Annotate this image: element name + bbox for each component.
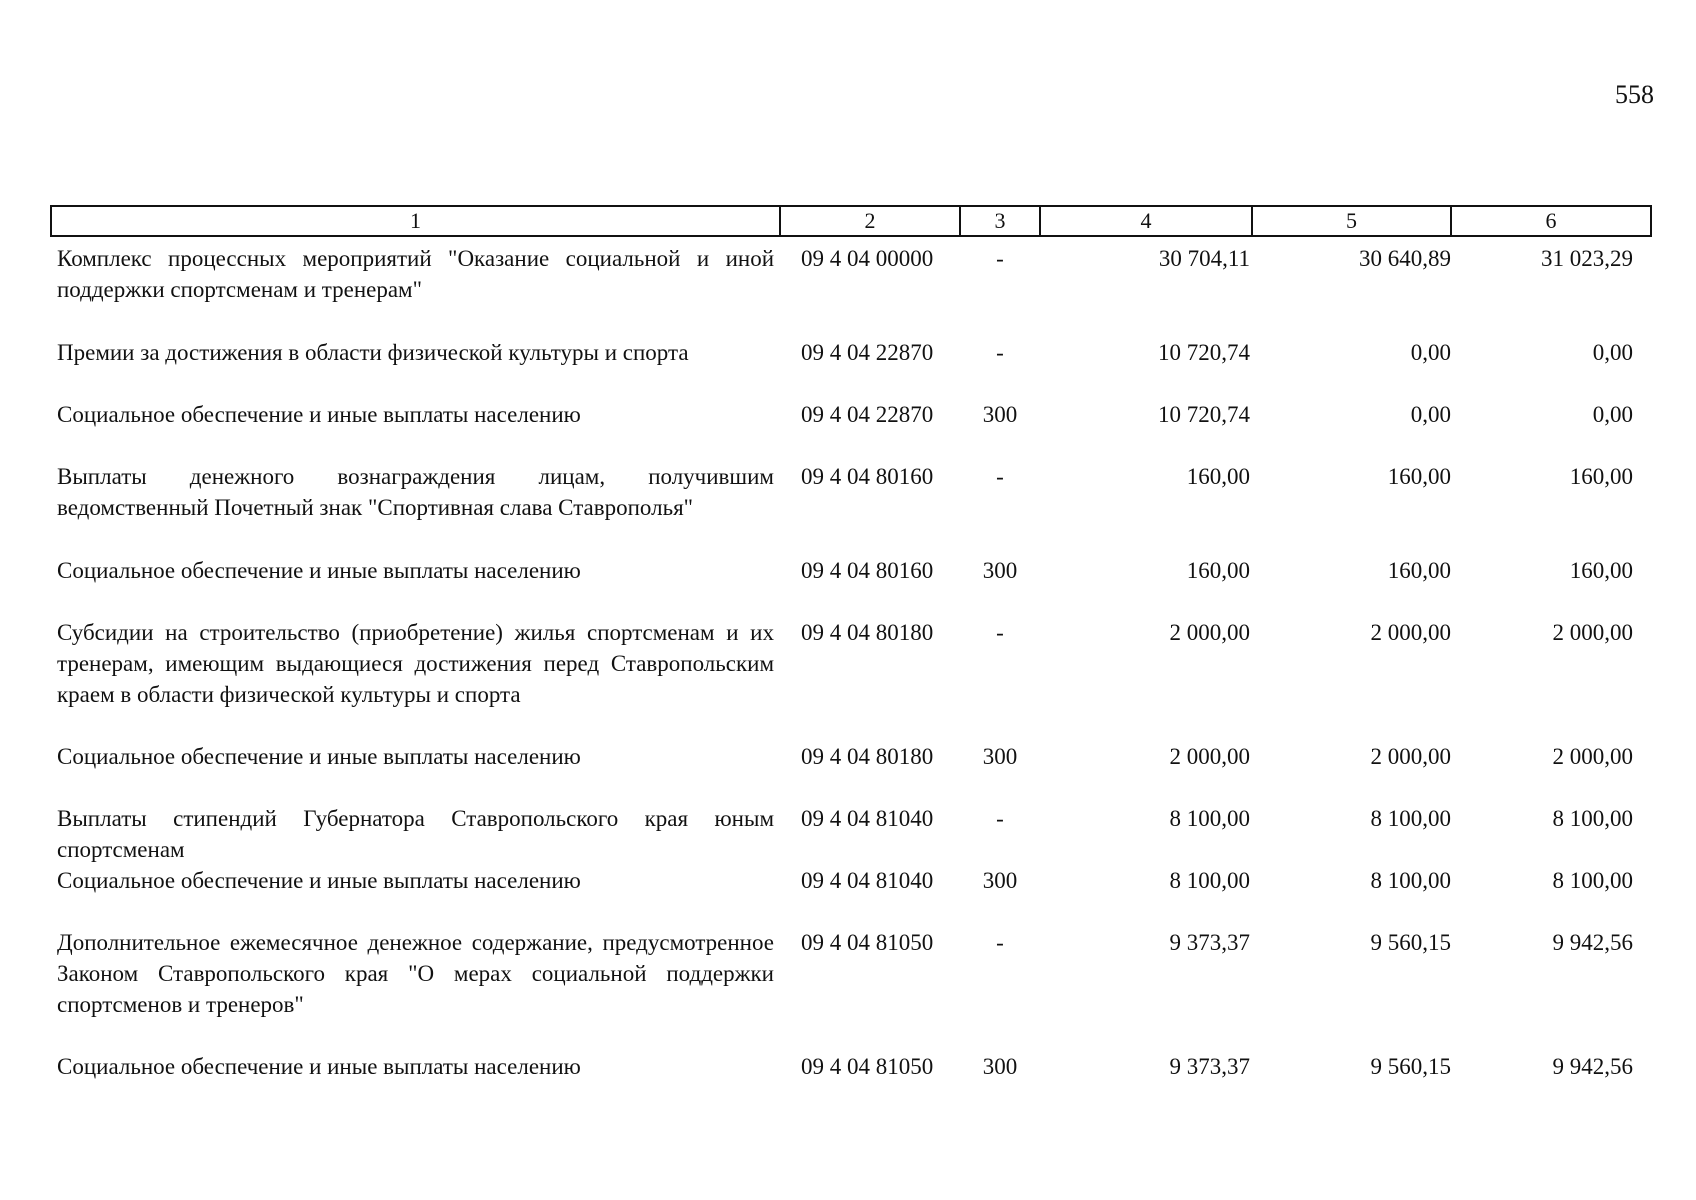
row-kind: - bbox=[996, 464, 1004, 489]
row-value-6: 0,00 bbox=[1592, 340, 1633, 365]
header-cell-6: 6 bbox=[1451, 206, 1651, 236]
row-name: Выплаты стипендий Губернатора Ставропольского края юным спортсменам bbox=[57, 806, 774, 862]
row-code: 09 4 04 22870 bbox=[801, 340, 934, 365]
table-row bbox=[51, 927, 1651, 1051]
page-number: 558 bbox=[1615, 80, 1654, 109]
row-kind: 300 bbox=[982, 402, 1018, 427]
row-value-4: 9 373,37 bbox=[1169, 1054, 1250, 1079]
row-value-5: 8 100,00 bbox=[1370, 806, 1451, 831]
row-value-6: 9 942,56 bbox=[1552, 930, 1633, 955]
row-code: 09 4 04 80160 bbox=[801, 558, 934, 583]
table-row bbox=[51, 741, 1651, 803]
row-kind: 300 bbox=[982, 1054, 1018, 1079]
row-name: Выплаты денежного вознаграждения лицам, получившим ведомственный Почетный знак "Спортивная слава Ставрополья" bbox=[57, 464, 774, 520]
row-value-5: 160,00 bbox=[1387, 558, 1451, 583]
row-kind: 300 bbox=[982, 868, 1018, 893]
row-code: 09 4 04 22870 bbox=[801, 402, 934, 427]
row-value-4: 10 720,74 bbox=[1158, 402, 1250, 427]
row-value-6: 8 100,00 bbox=[1552, 806, 1633, 831]
row-value-4: 9 373,37 bbox=[1169, 930, 1250, 955]
row-name: Социальное обеспечение и иные выплаты населению bbox=[57, 558, 581, 583]
row-value-6: 9 942,56 bbox=[1552, 1054, 1633, 1079]
row-value-4: 160,00 bbox=[1186, 464, 1250, 489]
row-value-5: 30 640,89 bbox=[1359, 246, 1451, 271]
table-row bbox=[51, 399, 1651, 461]
table-row bbox=[51, 337, 1651, 399]
row-value-4: 160,00 bbox=[1186, 558, 1250, 583]
row-name: Социальное обеспечение и иные выплаты населению bbox=[57, 1054, 581, 1079]
row-name: Социальное обеспечение и иные выплаты населению bbox=[57, 744, 581, 769]
row-code: 09 4 04 81040 bbox=[801, 868, 934, 893]
row-kind: - bbox=[996, 806, 1004, 831]
row-code: 09 4 04 80180 bbox=[801, 744, 934, 769]
row-kind: - bbox=[996, 620, 1004, 645]
row-code: 09 4 04 80160 bbox=[801, 464, 934, 489]
row-value-5: 9 560,15 bbox=[1370, 930, 1451, 955]
row-value-6: 8 100,00 bbox=[1552, 868, 1633, 893]
row-value-6: 0,00 bbox=[1592, 402, 1633, 427]
header-cell-5: 5 bbox=[1252, 206, 1451, 236]
row-value-4: 10 720,74 bbox=[1158, 340, 1250, 365]
row-kind: - bbox=[996, 246, 1004, 271]
row-value-6: 160,00 bbox=[1569, 464, 1633, 489]
row-value-4: 2 000,00 bbox=[1169, 620, 1250, 645]
row-code: 09 4 04 81040 bbox=[801, 806, 934, 831]
row-value-5: 0,00 bbox=[1410, 402, 1451, 427]
row-name: Субсидии на строительство (приобретение) жилья спортсменам и их тренерам, имеющим выдающиеся достижения перед Ставропольским краем в области физической культуры и спорта bbox=[57, 620, 774, 707]
table-header-row bbox=[51, 206, 1651, 236]
table-row bbox=[51, 803, 1651, 865]
row-kind: 300 bbox=[982, 558, 1018, 583]
table-row bbox=[51, 461, 1651, 555]
row-code: 09 4 04 80180 bbox=[801, 620, 934, 645]
row-name: Социальное обеспечение и иные выплаты населению bbox=[57, 868, 581, 893]
row-value-5: 160,00 bbox=[1387, 464, 1451, 489]
row-value-5: 8 100,00 bbox=[1370, 868, 1451, 893]
row-value-4: 2 000,00 bbox=[1169, 744, 1250, 769]
row-name: Социальное обеспечение и иные выплаты населению bbox=[57, 402, 581, 427]
row-code: 09 4 04 81050 bbox=[801, 1054, 934, 1079]
row-value-5: 0,00 bbox=[1410, 340, 1451, 365]
row-value-6: 2 000,00 bbox=[1552, 744, 1633, 769]
header-cell-3: 3 bbox=[960, 206, 1040, 236]
header-cell-2: 2 bbox=[780, 206, 960, 236]
header-cell-4: 4 bbox=[1040, 206, 1252, 236]
table-row bbox=[51, 1051, 1651, 1082]
row-value-6: 160,00 bbox=[1569, 558, 1633, 583]
table-row bbox=[51, 555, 1651, 617]
row-code: 09 4 04 00000 bbox=[801, 246, 934, 271]
row-value-4: 30 704,11 bbox=[1158, 246, 1250, 271]
row-kind: - bbox=[996, 930, 1004, 955]
row-name: Дополнительное ежемесячное денежное содержание, предусмотренное Законом Ставропольского края "О мерах социальной поддержки спортсменов и тренеров" bbox=[57, 930, 774, 1017]
row-kind: 300 bbox=[982, 744, 1018, 769]
table-row bbox=[51, 236, 1651, 337]
row-value-5: 2 000,00 bbox=[1370, 620, 1451, 645]
row-value-4: 8 100,00 bbox=[1169, 806, 1250, 831]
row-value-4: 8 100,00 bbox=[1169, 868, 1250, 893]
row-code: 09 4 04 81050 bbox=[801, 930, 934, 955]
row-kind: - bbox=[996, 340, 1004, 365]
row-value-5: 2 000,00 bbox=[1370, 744, 1451, 769]
row-value-6: 2 000,00 bbox=[1552, 620, 1633, 645]
budget-table bbox=[50, 205, 1652, 1082]
row-value-5: 9 560,15 bbox=[1370, 1054, 1451, 1079]
table-row bbox=[51, 865, 1651, 927]
header-cell-1: 1 bbox=[51, 206, 780, 236]
table-row bbox=[51, 617, 1651, 741]
row-name: Премии за достижения в области физической культуры и спорта bbox=[57, 340, 689, 365]
row-value-6: 31 023,29 bbox=[1541, 246, 1633, 271]
row-name: Комплекс процессных мероприятий "Оказание социальной и иной поддержки спортсменам и тренерам" bbox=[57, 246, 774, 302]
